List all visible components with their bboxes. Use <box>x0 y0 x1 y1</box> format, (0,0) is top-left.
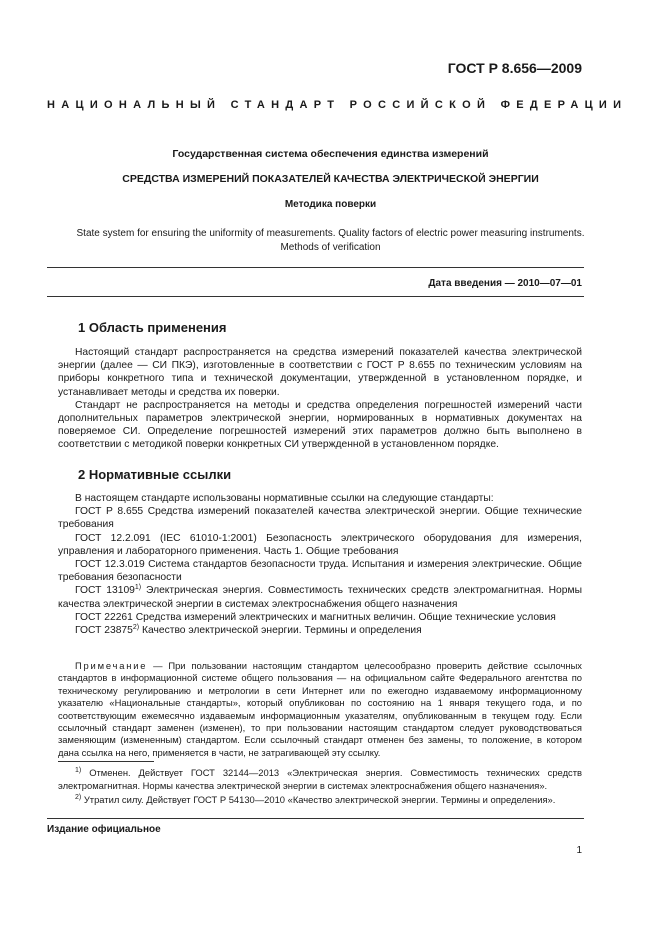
english-title-line-1: State system for ensuring the uniformity of measurements. Quality factors of electric power measuring instruments. <box>76 228 585 239</box>
footer-divider <box>47 818 584 819</box>
reference-code: ГОСТ 13109 <box>75 585 135 597</box>
document-title: СРЕДСТВА ИЗМЕРЕНИЙ ПОКАЗАТЕЛЕЙ КАЧЕСТВА ЭЛЕКТРИЧЕСКОЙ ЭНЕРГИИ <box>122 173 539 185</box>
page-number: 1 <box>576 845 582 856</box>
reference-gost-12-2-091: ГОСТ 12.2.091 (IEC 61010-1:2001) Безопасность электрического оборудования для измерения, управления и лабораторного применения. Часть 1. Общие требования <box>58 532 582 557</box>
reference-gost-12-3-019: ГОСТ 12.3.019 Система стандартов безопасности труда. Испытания и измерения электрические. Общие требования безопасности <box>58 559 582 584</box>
english-title-line-2: Methods of verification <box>280 242 381 253</box>
official-edition-label: Издание официальное <box>47 824 161 835</box>
note-text: — При пользовании настоящим стандартом целесообразно проверить действие ссылочных стандартов в информационной системе общего пользования — на официальном сайте Федерального агентства по техническому регулированию и метрологии в сети Интернет или по ежегодно издаваемому информационному указателю «Национальные стандарты», который опубликован по состоянию на 1 января текущего года, и по соответствующим ежемесячно издаваемым информационным указателям, опубликованным в текущем году. Если ссылочный стандарт заменен (изменен), то при пользовании настоящим стандартом следует руководствоваться заменяющим (измененным) стандартом. Если ссылочный стандарт отменен без замены, то положение, в котором дана ссылка на него, применяется в части, не затрагивающей эту ссылку. <box>58 660 582 758</box>
footnote-mark-2: 2) <box>132 624 140 632</box>
footnote-2-text: Утратил силу. Действует ГОСТ Р 54130—2010 «Качество электрической энергии. Термины и определения». <box>81 794 556 805</box>
section-1-paragraph-1: Настоящий стандарт распространяется на средства измерений показателей качества электрической энергии (далее — СИ ПКЭ), изготовленные в соответствии с ГОСТ Р 8.655 по техническим условиям на приборы конкретного типа и технической документации, утвержденной в установленном порядке, и устанавливает методы и средства их поверки. <box>58 347 582 398</box>
english-title <box>47 227 614 255</box>
section-1-body <box>58 346 582 452</box>
reference-title: Качество электрической энергии. Термины и определения <box>139 625 422 637</box>
footnote-mark-1: 1) <box>134 584 142 592</box>
reference-gost-23875 <box>58 624 582 637</box>
footnote-divider <box>58 761 154 762</box>
title-divider-top <box>47 267 584 268</box>
section-2-heading: 2 Нормативные ссылки <box>78 467 232 482</box>
footnote-1-mark: 1) <box>75 767 82 774</box>
reference-gost-r-8-655: ГОСТ Р 8.655 Средства измерений показателей качества электрической энергии. Общие технические требования <box>58 506 582 531</box>
footnote-2 <box>58 794 582 807</box>
footnote-1-text: Отменен. Действует ГОСТ 32144—2013 «Электрическая энергия. Совместимость технических средств электромагнитная. Нормы качества электрической энергии в системах электроснабжения общего назначения». <box>58 767 582 791</box>
introduction-date: Дата введения — 2010—07—01 <box>428 278 582 289</box>
section-1-heading: 1 Область применения <box>78 320 227 335</box>
reference-code: ГОСТ 23875 <box>75 625 133 637</box>
references-intro: В настоящем стандарте использованы нормативные ссылки на следующие стандарты: <box>75 493 494 504</box>
note <box>58 660 582 759</box>
section-1-paragraph-2: Стандарт не распространяется на методы и средства определения погрешностей измерений части дополнительных параметров электрической энергии, нормированных в нормативных документах на поверяемое СИ. Определение погрешностей измерений этих параметров должно быть выполнено в соответствии с методикой поверки конкретных СИ утвержденной в установленном порядке. <box>58 399 582 451</box>
reference-title: Электрическая энергия. Совместимость технических средств электромагнитная. Нормы качества электрической энергии в системах электроснабжения общего назначения <box>58 585 582 610</box>
footnote-1 <box>58 767 582 792</box>
method-title: Методика поверки <box>284 199 377 210</box>
reference-gost-13109 <box>58 584 582 610</box>
gost-number: ГОСТ Р 8.656—2009 <box>447 60 582 76</box>
system-title: Государственная система обеспечения единства измерений <box>172 148 489 160</box>
section-2-body <box>58 492 582 637</box>
footnote-2-mark: 2) <box>75 794 82 801</box>
national-standard-title: НАЦИОНАЛЬНЫЙ СТАНДАРТ РОССИЙСКОЙ ФЕДЕРАЦИИ <box>47 99 628 111</box>
title-divider-bottom <box>47 296 584 297</box>
reference-gost-22261: ГОСТ 22261 Средства измерений электрических и магнитных величин. Общие технические условия <box>75 611 556 623</box>
note-label: Примечание <box>75 660 148 671</box>
